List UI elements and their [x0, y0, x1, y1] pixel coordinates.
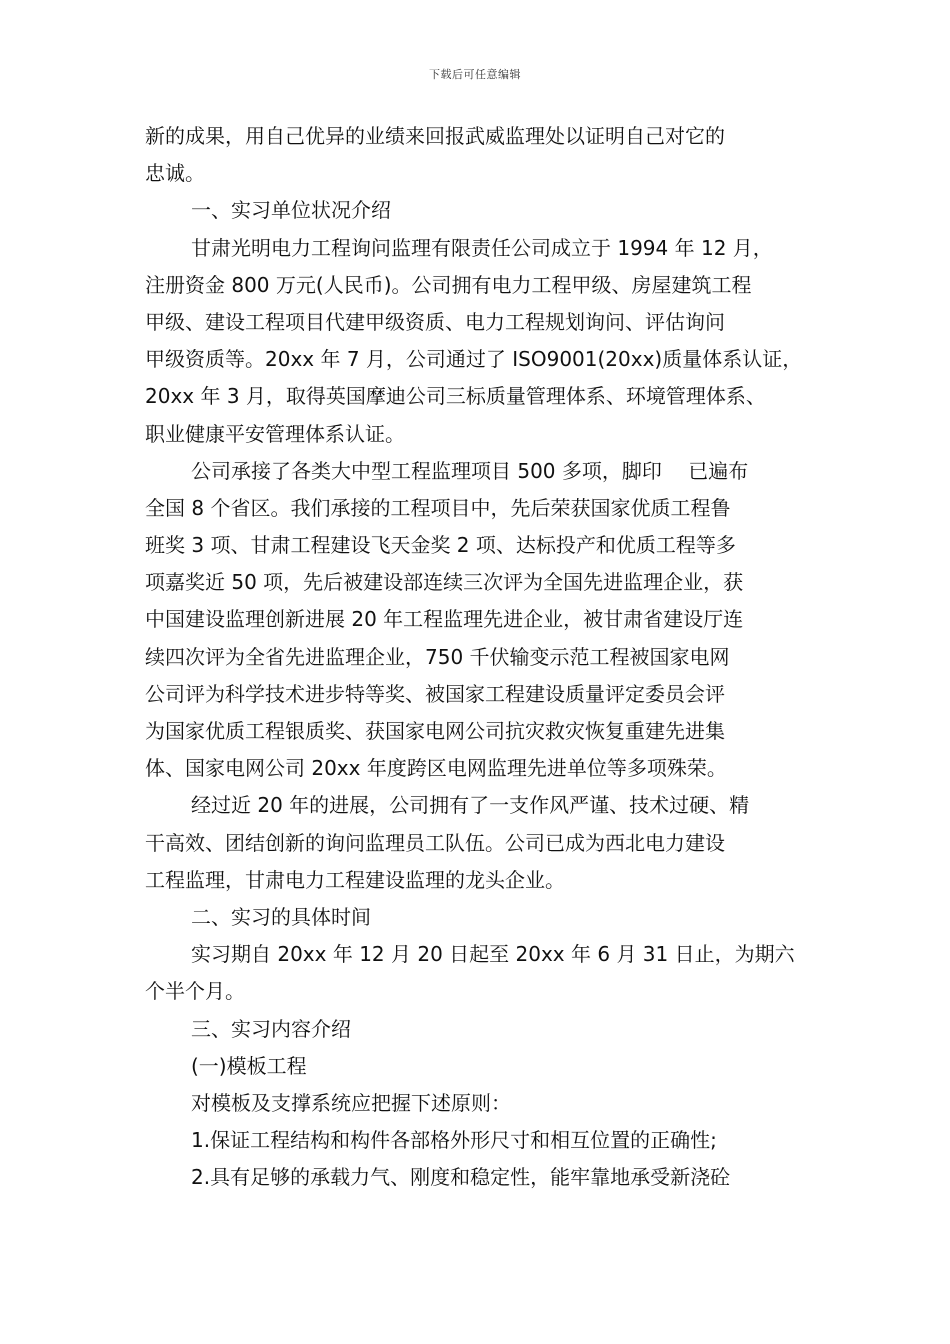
text-line: 工程监理，甘肃电力工程建设监理的龙头企业。: [145, 867, 565, 892]
text-line: 20xx 年 3 月，取得英国摩迪公司三标质量管理体系、环境管理体系、: [145, 384, 766, 409]
text-line: 甲级、建设工程项目代建甲级资质、电力工程规划询问、评估询问: [145, 309, 725, 334]
text-line: 全国 8 个省区。我们承接的工程项目中，先后荣获国家优质工程鲁: [145, 495, 731, 520]
text-line: 干高效、团结创新的询问监理员工队伍。公司已成为西北电力建设: [145, 830, 725, 855]
text-line: 经过近 20 年的进展，公司拥有了一支作风严谨、技术过硬、精: [191, 793, 750, 818]
text-line: 中国建设监理创新进展 20 年工程监理先进企业，被甘肃省建设厅连: [145, 607, 744, 632]
text-line: 2.具有足够的承载力气、刚度和稳定性，能牢靠地承受新浇砼: [191, 1165, 731, 1190]
text-line: 1.保证工程结构和构件各部格外形尺寸和相互位置的正确性;: [191, 1128, 717, 1153]
document-body: [145, 118, 825, 1196]
text-line: 一、实习单位状况介绍: [191, 198, 391, 223]
text-line: 项嘉奖近 50 项，先后被建设部连续三次评为全国先进监理企业，获: [145, 570, 744, 595]
text-line: 公司承接了各类大中型工程监理项目 500 多项，脚印 已遍布: [191, 458, 749, 483]
text-line: 为国家优质工程银质奖、获国家电网公司抗灾救灾恢复重建先进集: [145, 719, 725, 743]
text-line: 新的成果，用自己优异的业绩来回报武威监理处以证明自己对它的: [145, 124, 725, 148]
text-line: 续四次评为全省先进监理企业，750 千伏输变示范工程被国家电网: [145, 644, 730, 669]
text-line: 甘肃光明电力工程询问监理有限责任公司成立于 1994 年 12 月，: [191, 235, 773, 260]
text-line: 三、实习内容介绍: [191, 1016, 351, 1041]
text-line: 职业健康平安管理体系认证。: [145, 421, 405, 446]
text-line: 体、国家电网公司 20xx 年度跨区电网监理先进单位等多项殊荣。: [145, 756, 727, 781]
text-line: 公司评为科学技术进步特等奖、被国家工程建设质量评定委员会评: [145, 681, 725, 706]
text-line: 对模板及支撑系统应把握下述原则：: [191, 1090, 511, 1115]
page-header: 下载后可任意编辑: [429, 68, 521, 81]
text-line: 甲级资质等。20xx 年 7 月，公司通过了 ISO9001(20xx)质量体系认证，: [145, 347, 803, 372]
text-line: 实习期自 20xx 年 12 月 20 日起至 20xx 年 6 月 31 日止，为期六: [191, 942, 795, 967]
text-line: (一)模板工程: [191, 1053, 307, 1078]
text-line: 忠诚。: [145, 161, 205, 186]
text-line: 个半个月。: [145, 979, 245, 1004]
text-line: 二、实习的具体时间: [191, 904, 371, 929]
text-line: 注册资金 800 万元(人民币)。公司拥有电力工程甲级、房屋建筑工程: [145, 272, 752, 297]
text-line: 班奖 3 项、甘肃工程建设飞天金奖 2 项、达标投产和优质工程等多: [145, 533, 736, 558]
